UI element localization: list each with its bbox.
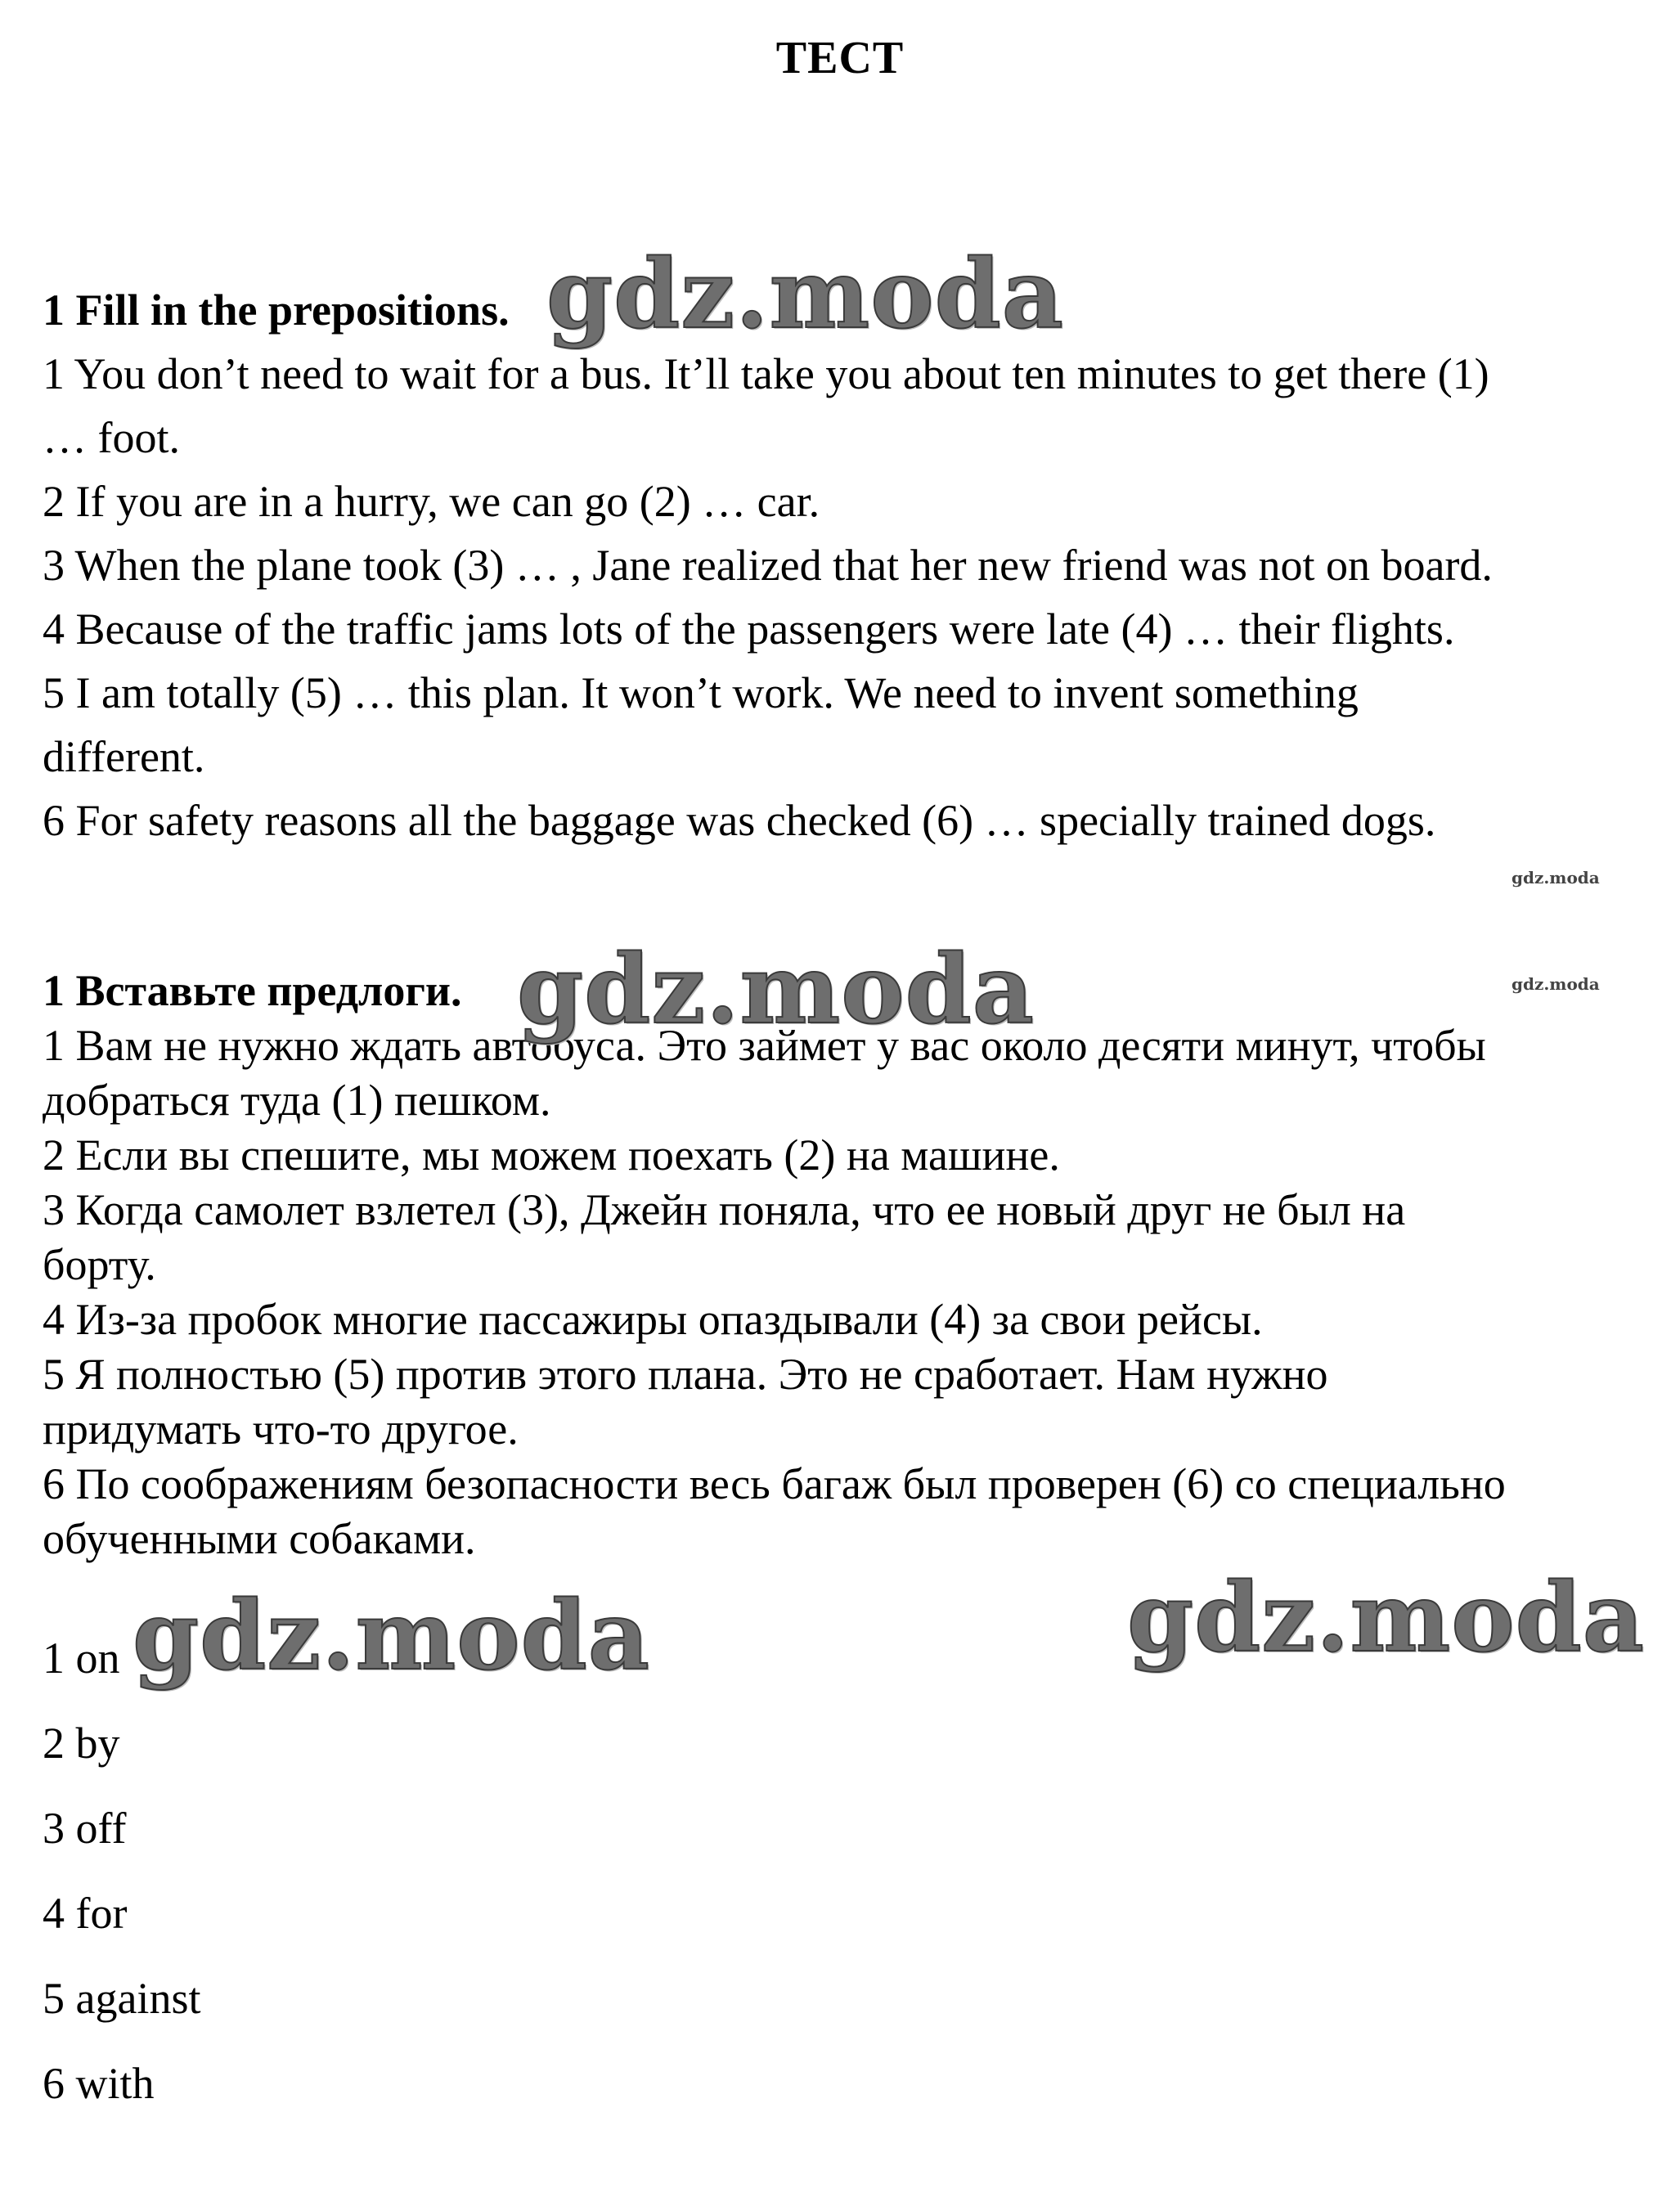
english-line: different. — [43, 732, 205, 781]
watermark: gdz.moda — [133, 1580, 650, 1692]
english-line: 4 Because of the traffic jams lots of the passengers were late (4) … their flights. — [43, 604, 1455, 654]
english-task — [43, 278, 1646, 852]
russian-line: борту. — [43, 1240, 156, 1289]
watermark-small: gdz.moda — [1512, 974, 1600, 994]
answer-item: 2 by — [43, 1719, 120, 1768]
english-line: 3 When the plane took (3) … , Jane realized that her new friend was not on board. — [43, 541, 1493, 590]
russian-line: обученными собаками. — [43, 1514, 476, 1563]
english-line: 1 You don’t need to wait for a bus. It’ll take you about ten minutes to get there (1) — [43, 349, 1489, 398]
answer-item: 4 for — [43, 1889, 128, 1938]
answer-item: 1 on — [43, 1634, 120, 1683]
answer-item: 6 with — [43, 2059, 155, 2108]
russian-line: 2 Если вы спешите, мы можем поехать (2) на машине. — [43, 1130, 1060, 1180]
english-heading: 1 Fill in the prepositions. — [43, 285, 510, 335]
russian-line: 4 Из-за пробок многие пассажиры опаздывали (4) за свои рейсы. — [43, 1295, 1263, 1344]
watermark: gdz.moda — [517, 934, 1035, 1045]
answer-item: 5 against — [43, 1974, 201, 2023]
answers-list — [43, 1616, 1646, 2126]
page-title: ТЕСТ — [775, 33, 905, 83]
russian-line: 5 Я полностью (5) против этого плана. Это не сработает. Нам нужно — [43, 1350, 1328, 1399]
watermark-small: gdz.moda — [1512, 868, 1600, 888]
watermark: gdz.moda — [1127, 1562, 1645, 1674]
russian-line: добраться туда (1) пешком. — [43, 1076, 551, 1125]
russian-line: придумать что-то другое. — [43, 1404, 519, 1454]
russian-line: 6 По соображениям безопасности весь багаж был проверен (6) со специально — [43, 1459, 1506, 1508]
russian-line: 1 Вам не нужно ждать автобуса. Это займет у вас около десяти минут, чтобы — [43, 1021, 1486, 1070]
answer-item: 3 off — [43, 1804, 127, 1853]
english-line: 5 I am totally (5) … this plan. It won’t work. We need to invent something — [43, 668, 1359, 717]
russian-task — [43, 964, 1646, 1566]
english-line: 2 If you are in a hurry, we can go (2) … car. — [43, 477, 820, 526]
watermark: gdz.moda — [546, 239, 1064, 350]
english-line: 6 For safety reasons all the baggage was checked (6) … specially trained dogs. — [43, 796, 1436, 845]
english-line: … foot. — [43, 413, 180, 462]
russian-heading: 1 Вставьте предлоги. — [43, 966, 462, 1015]
russian-line: 3 Когда самолет взлетел (3), Джейн поняла, что ее новый друг не был на — [43, 1185, 1406, 1234]
